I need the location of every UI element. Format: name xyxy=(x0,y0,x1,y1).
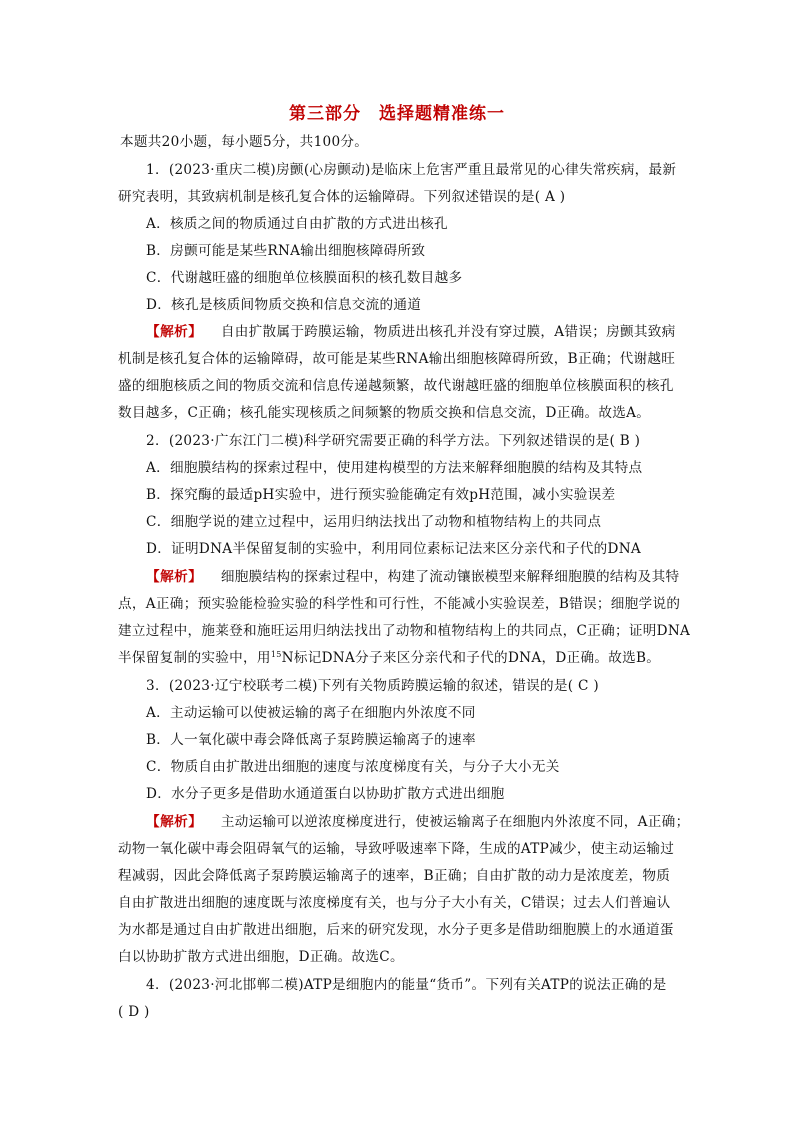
q3-stem-line-1: 3．(2023·辽宁校联考二模)下列有关物质跨膜运输的叙述，错误的是( C ) xyxy=(146,678,599,694)
intro-text: 本题共20小题，每小题5分，共100分。 xyxy=(120,134,369,150)
q1-analysis-line-3: 盛的细胞核质之间的物质交流和信息传递越频繁，故代谢越旺盛的细胞单位核膜面积的核孔 xyxy=(118,378,674,394)
q2-analysis-line-4: 半保留复制的实验中，用$^{15}$N标记DNA分子来区分亲代和子代的DNA，D正确。故选B。 xyxy=(118,650,661,666)
q3-option-a: A．主动运输可以使被运输的离子在细胞内外浓度不同 xyxy=(146,705,476,721)
q1-analysis-line-4: 数目越多，C正确；核孔能实现核质之间频繁的物质交换和信息交流，D正确。故选A。 xyxy=(118,405,651,421)
q2-analysis-line-1: 【解析】 细胞膜结构的探索过程中，构建了流动镶嵌模型来解释细胞膜的结构及其特 xyxy=(146,569,680,585)
q2-option-a: A．细胞膜结构的探索过程中，使用建构模型的方法来解释细胞膜的结构及其特点 xyxy=(146,460,643,476)
analysis-tag: 【解析】 xyxy=(146,814,203,830)
q1-option-c: C．代谢越旺盛的细胞单位核膜面积的核孔数目越多 xyxy=(146,270,463,286)
q1-stem-line-1: 1．(2023·重庆二模)房颤(心房颤动)是临床上危害严重且最常见的心律失常疾病，最新 xyxy=(146,162,677,178)
q4-stem-line-1: 4．(2023·河北邯郸二模)ATP是细胞内的能量“货币”。下列有关ATP的说法正确的是 xyxy=(146,977,667,993)
q3-analysis-line-5: 为水都是通过自由扩散进出细胞，后来的研究发现，水分子更多是借助细胞膜上的水通道蛋 xyxy=(118,922,674,938)
q2-analysis-line-2: 点，A正确；预实验能检验实验的科学性和可行性，不能减小实验误差，B错误；细胞学说的 xyxy=(118,596,681,612)
q2-option-d: D．证明DNA半保留复制的实验中，利用同位素标记法来区分亲代和子代的DNA xyxy=(146,541,642,557)
q3-analysis-line-4: 自由扩散进出细胞的速度既与浓度梯度有关，也与分子大小有关，C错误；过去人们普遍认 xyxy=(118,895,671,911)
analysis-tag: 【解析】 xyxy=(146,569,203,585)
q3-analysis-line-1: 【解析】 主动运输可以逆浓度梯度进行，使被运输离子在细胞内外浓度不同，A正确； xyxy=(146,814,690,830)
q1-stem-line-2: 研究表明，其致病机制是核孔复合体的运输障碍。下列叙述错误的是( A ) xyxy=(118,189,566,205)
q1-option-a: A．核质之间的物质通过自由扩散的方式进出核孔 xyxy=(146,216,448,232)
q3-option-c: C．物质自由扩散进出细胞的速度与浓度梯度有关，与分子大小无关 xyxy=(146,759,560,775)
q1-option-b: B．房颤可能是某些RNA输出细胞核障碍所致 xyxy=(146,243,426,259)
q1-analysis-line-2: 机制是核孔复合体的运输障碍，故可能是某些RNA输出细胞核障碍所致，B正确；代谢越旺 xyxy=(118,351,676,367)
q2-option-b: B．探究酶的最适pH实验中，进行预实验能确定有效pH范围，减小实验误差 xyxy=(146,487,616,503)
q1-option-d: D．核孔是核质间物质交换和信息交流的通道 xyxy=(146,297,422,313)
q2-analysis-line-3: 建立过程中，施莱登和施旺运用归纳法找出了动物和植物结构上的共同点，C正确；证明DNA xyxy=(118,623,691,639)
q3-option-d: D．水分子更多是借助水通道蛋白以协助扩散方式进出细胞 xyxy=(146,786,505,802)
q3-analysis-line-2: 动物一氧化碳中毒会阻碍氧气的运输，导致呼吸速率下降，生成的ATP减少，使主动运输过 xyxy=(118,841,675,857)
analysis-tag: 【解析】 xyxy=(146,324,203,340)
q2-option-c: C．细胞学说的建立过程中，运用归纳法找出了动物和植物结构上的共同点 xyxy=(146,514,602,530)
q3-option-b: B．人一氧化碳中毒会降低离子泵跨膜运输离子的速率 xyxy=(146,732,476,748)
q3-analysis-line-6: 白以协助扩散方式进出细胞，D正确。故选C。 xyxy=(118,949,404,965)
q4-stem-line-2: ( D ) xyxy=(118,1004,150,1020)
page-title: 第三部分 选择题精准练一 xyxy=(289,104,505,124)
q2-stem-line-1: 2．(2023·广东江门二模)科学研究需要正确的科学方法。下列叙述错误的是( B ) xyxy=(146,433,641,449)
q3-analysis-line-3: 程减弱，因此会降低离子泵跨膜运输离子的速率，B正确；自由扩散的动力是浓度差，物质 xyxy=(118,868,671,884)
q1-analysis-line-1: 【解析】 自由扩散属于跨膜运输，物质进出核孔并没有穿过膜，A错误；房颤其致病 xyxy=(146,324,676,340)
